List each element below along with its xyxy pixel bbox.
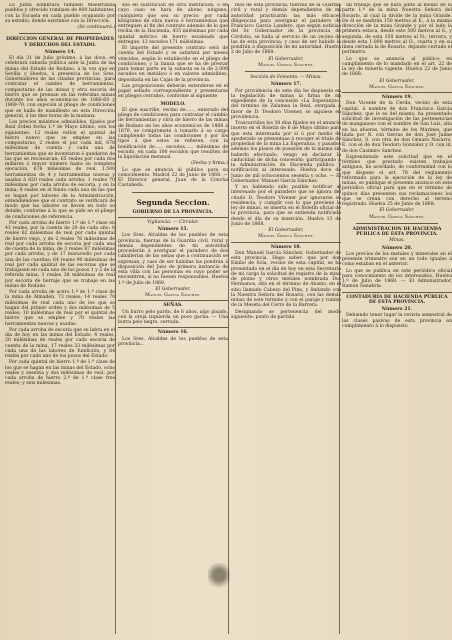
paragraph: Don Manuel García Sánchez, Gobernador de esta provincia. Hago saber: que por don Emilio de Sola, vecino de esta capital, se ha presentado en el día de hoy en esta Secretaría de mi cargo la solicitud de registro de la mina de plomo y otros metales nombrada Dos Hermanos, sita en el término de Alosno, en el sitio llamado Cabezo del Pino, y lindando con la Nuestra Señora del Rosario, con las demás minas de este término y con el paraje y rumbo de la Meseta del Cerro de la Barrera.: [231, 250, 341, 309]
section-heading: Número 16.: [157, 330, 189, 336]
short-divider: [231, 242, 341, 243]
paragraph: Manuel García Sánchez.: [258, 62, 314, 68]
paragraph: Lo que se anuncia al público para su conocimiento. Madrid 22 de Junio de 1868. — El Director general, Juan de la Concha Castañeda.: [118, 167, 228, 189]
section-heading: GOBIERNO DE LA PROVINCIA.: [132, 209, 214, 215]
paragraph: Manuel García Sánchez.: [369, 214, 425, 220]
text-column-3: [231, 3, 341, 637]
paragraph: Y no habiendo sido posible notificar al interesado por el paradero que se ignora del citado D. Teodoro Vivener por ignorarse su residencia, y cumplir con lo que previene la ley de minas, se inserta en el Boletín oficial de la provincia, para que se entienda notificado desde el día de su inserción. Huelva 13 de Junio de 1868.: [231, 185, 341, 227]
short-divider: [342, 92, 452, 93]
section-divider: [19, 33, 101, 34]
paragraph: Manuel García Sánchez.: [369, 84, 425, 90]
text-column-2: [118, 3, 228, 637]
paragraph: Designando se pertenencia del modo siguiente: punto de partida: [231, 309, 341, 320]
paragraph: El importe del presente contrato será de cuenta del Estado y se satisfará por meses vencidos, según lo establecido en el pliego de condiciones; y la fianza que se ha de prestar para tomar parte en la subasta es la de 2.000 escudos en metálico ó en valores admisibles, depositada en las Cajas de la provincia.: [118, 46, 228, 83]
section-heading: Número 20.: [381, 245, 413, 251]
section-divider: [356, 223, 438, 224]
column-rule: [115, 4, 116, 634]
section-divider: [245, 71, 327, 72]
paragraph: Por cada arroba de escoria que se labra en el dia de hoy en las minas del Estado, 4 reales, 20 milésimas de reales por cada escoria de cuenta de la mina, 17 reales 33 milésimas por cada una de las labores de fundición, y 84 reales por cada uno de los pozos del Estado.: [5, 327, 115, 359]
paragraph: El Gobernador,: [155, 286, 191, 292]
text-column-1: [5, 3, 115, 637]
paragraph: Sección de Fomento. — Minas.: [250, 75, 322, 80]
paragraph: Lo Junta nombrará también Maestranza pueblos y ofrecido rombase de 800 habitantes, con la Escuela en cada pueblo ocupando por su estudio, donde existimos con la Dirección.: [5, 3, 115, 24]
paragraph: Lo que se anuncia al público en cumplimiento de lo mandado en el art. 22 de la ley de minería vigente. Huelva 22 de Junio de 1868.: [342, 56, 452, 78]
short-divider: [342, 292, 452, 293]
section-heading: DIRECCION GENERAL DE PROPIEDADES Y DERECHOS DEL ESTADO.: [6, 37, 114, 48]
paragraph: Las proposiciones deberán extenderse en el papel sellado correspondiente y presentarse en pliegos cerrados, conforme al siguiente: [118, 83, 228, 100]
short-divider: [118, 217, 228, 218]
paragraph: Don Vicente de la Cerda, vecino de esta capital, á nombre de don Francisco García Sánchez, que lo es del mismo, ha presentado solicitud de investigación de las pertenencias de manganeso con el nombre de San Luis, sita en las afueras, término de los Marines, que linda por N. con tierras de don José Jaime Sánchez, S. con otra de don Genaro Navarro, E. con el de don Teodoro Gonzalez y O. con id. de don Casimiro Sanchez.: [342, 101, 452, 154]
section-heading: MODELO.: [160, 101, 186, 107]
ink-blot-stain: [208, 560, 230, 590]
paragraph: El Gobernador,: [379, 208, 415, 214]
paragraph: un trabajo que se hará junto al medio de la parte 1.º de la mina Nuestra Señora del Rosario, al cual la divide de la mina Grande. De él se medirán 150 metros al E., á la misma dirección de la mina Grande y por el lado la primera estaca, desde este 500 metros al S., y segunda, de esta 150 metros al N.; tercera, y desde esta 1.000 metros al O., cuarta y en su línea cerrada la de Rosario, dejando cerrado el perímetro.: [342, 3, 452, 56]
paragraph: Trascurridos los 30 días fijados en el anuncio inserto en el Boletín de 6 de Mayo último para que esta interesada por sí ó por medio de apoderado se presentase á recoger el título de propiedad de la mina La Esperanza, y pasados además los plazos de posesión de la misma sin haberlo efectuado, vengo en declarar la caducidad de dicha concesión: participando á la Administración de Hacienda pública y notificación al interesado. Huelva doce de Junio de mil ochocientos sesenta y ocho. — El Gobernador, Manuel García Sánchez.: [231, 121, 341, 184]
paragraph: Un burro pelo pardo, de 6 años, algo pisado, con la oreja izquierda un poco gacha. — Una burra pelo negro, cerrada.: [118, 309, 228, 325]
paragraph: blos de esta provincia, fuerzas de la Guardia civil y rural y demás dependientes de mi autoridad practicarán las más eficaces diligencias para averiguar el paradero de Francisco García Landero, que según noticias del Sr. Gobernador de la provincia de Córdoba, se halla al servicio de un vecino de las de esta provincia; y caso de ser habido lo pondrán á disposición de mi autoridad. Huelva 2 de Julio de 1868.: [231, 3, 341, 56]
paragraph: Vigilancia. — Circular.: [146, 219, 200, 225]
section-heading: Número 18.: [270, 244, 302, 250]
paragraph: Debiendo tener lugar la revista semestral de las clases pasivas de esta provincia en cumplimiento á lo dispuesto: [342, 313, 452, 329]
section-heading: SEÑAS.: [163, 303, 183, 309]
paragraph: Los Sres. Alcaldes de los pueblos de esta provincia...: [118, 336, 228, 347]
paragraph: Por cada quintal de hierro 1.º de 1.ª clase de los que se hagan en las minas del Estado, ocho reales y sesenta y dos milésimas de real: por cada arroba de hierro 2.º de 1.ª clase tres reales; y seis milésimas.: [5, 360, 115, 387]
paragraph: Lo que se publica en este periódico oficial para conocimiento de los interesados. Huelva 1.º de Julio de 1868. — El Administrador, Ramon Sanabria.: [342, 268, 452, 290]
paragraph: (Se continuará.): [77, 25, 115, 30]
paragraph: sea en sustitucion de otra institucion, ó en cuyo caso se hará de abono ninguno, cualquiera que sea su precio: por cada kilógramo de obra nueva ó herramientas que entreguen al fin del contrato además de lo que reciba de la Hacienda, 435 milésimas por cada quintal métrico de hierro escaleado que entregue, 12 escudos 171 milésimas.: [118, 3, 228, 45]
paragraph: Exprendiendo este solicitud que en el término que prestado existen trabajos antiguos, he acordado, de conformidad con lo que dispone el art. 78 del reglamento reformado para la ejecución de la ley de minas, se publique el presente anuncio en este periódico oficial para que en el término de quince días presenten sus reclamaciones los que se crean con derecho al terreno registrado. Huelva 25 de Junio de 1868.: [342, 154, 452, 207]
section-title: Segunda Seccion.: [136, 197, 210, 207]
paragraph: El Gobernador,: [268, 56, 304, 62]
section-divider: [132, 192, 214, 193]
paragraph: El Gobernador,: [268, 228, 304, 233]
paragraph: Los precios de los metales y minerales en el presente trimestre son en un todo iguales á como estaban en el anterior.: [342, 251, 452, 268]
paragraph: (Fecha y firma.): [191, 161, 228, 167]
text-column-4: [342, 3, 452, 637]
section-heading: Número 14.: [44, 49, 76, 55]
column-rule: [228, 4, 229, 634]
paragraph: Por providencia de este día he dispuesto en la legislación de minas la firma de mi expediente de la concesión «La Esperanza», del término de Zalamea la Real, otorgada á favor de D. Teodoro Vivener, se siguiese en providencia.: [231, 88, 341, 120]
section-heading: Número 19.: [381, 95, 413, 100]
section-heading: Número 21.: [381, 307, 413, 312]
section-heading: ADMINISTRACION DE HACIENDA PÚBLICA DE ESTA PROVINCIA.: [352, 226, 442, 237]
paragraph: Los precios máximos admisibles, fijados por Real órden fecha 1.º de Mayo último, son los siguientes: 12 reales vellon el quintal de hierro nuevo que se emplee en las composturas; 2 reales el por cada mil, 678 milésimas de cuenta y cada una de herramientas que se inventaron ó quedaren de las que se reconozcan; 65 reales por cada dos millares ó mayor número hasta su completa ejecución, 676 milésimas de real, 1.500 herramientas de 4 y herramientas nuevas y usadas á 820 reales cada arroba; 1 reales 70 milésimas por cada arroba de escoria, y en la mina; 8 reales en el fondo cada una de las que se hagan por labores de la Administración, entendiéndose que el contrato se verificará de modo que las labores se lleven en todo su detalle, conforme á lo que se pide en el pliego de condiciones de referencia.: [5, 120, 115, 220]
section-heading: Número 17.: [270, 82, 302, 88]
paragraph: Minas.: [389, 238, 405, 244]
paragraph: Manuel García Sánchez.: [258, 234, 314, 240]
section-heading: Número 15.: [157, 227, 189, 232]
paragraph: Por cada arroba de acero 1.º de 1.ª clase de la mina de Almadén, 73 reales; 14 reales 70 milésimas de real cada uno de los que se hagan del primer orden y dos milésimas de 5 reales; 10 milésimas de real por el quintal de hierro que se emplee y 70 reales las herramientas nuevas y usadas.: [5, 290, 115, 327]
paragraph: Por cada arroba de hierro 1.º de 1.ª clase en 43 reales, por la cuenta de 20 de cada año: 8 reales 62 milésimas de real por cada quintal de hierro viejo, y de 2 reales 76 milésimas de real por cada arroba de escoria por cada una de cuenta de la mina, de 3 reales 67 milésimas por cada arroba, y de 17 maravedís por cada una de las cuerdas; 64 reales 90 milésimas de real por cada quintal de las escorias que se trabajasen en cada uno de los pozos 1 y 2 de la referida mina; 1 reales 38 milésimas de real por escoria de herraje que se trabaje en las minas de Rodano.: [5, 220, 115, 289]
short-divider: [118, 300, 228, 301]
short-divider: [118, 327, 228, 328]
section-heading: CONTADURÍA DE HACIENDA PÚBLICA DE ESTA PROVINCIA.: [346, 294, 448, 305]
paragraph: El que suscribe, vecino de......, enterado del pliego de condiciones para contratar el cambio de herramientas y obra de hierro de las minas de Rodano en los años económicos de 1868 á 1870, se compromete á tomarlo á su cargo cumpliendo todas las condiciones y por los tipos á que estos se refieren, con la bonificación de...... escudos...... milésimas de escudo, en cada 100 escudos que resulten de la liquidación mensual.: [118, 107, 228, 160]
paragraph: El día 31 de Julio próximo, á las doce, en celebrará subasta pública ante la Junta de las minas del Estado de Rodano, á la vez que en Sevilla y Huelva, á presencia de los Sres. Gobernadores de las citadas provincias, para contratar el cambio de herramientas, composturas de las minas y otra escoria de hierro que se prensan en las referidas minas durante los años económicos de 1868-69 y 1869-70, con sujeción al pliego de condiciones que se halla de manifiesto en esta Dirección general, á las diez horas de la mañana.: [5, 56, 115, 119]
paragraph: Manuel García Sánchez.: [145, 293, 201, 298]
paragraph: El Gobernador,: [379, 78, 415, 84]
paragraph: Los Sres. Alcaldes de los pueblos de esta provincia, fuerzas de la Guardia civil, rural y demás dependientes de mi autoridad procederán á averiguar el paradero de dos caballerías de las señas que á continuación se expresan, y caso de ser habidas las pondrán á disposición del Juez de primera instancia de esta villa con las personas en cuyo poder se encuentren, si no fuesen responsables. Huelva 1.º de Julio de 1868.: [118, 233, 228, 286]
